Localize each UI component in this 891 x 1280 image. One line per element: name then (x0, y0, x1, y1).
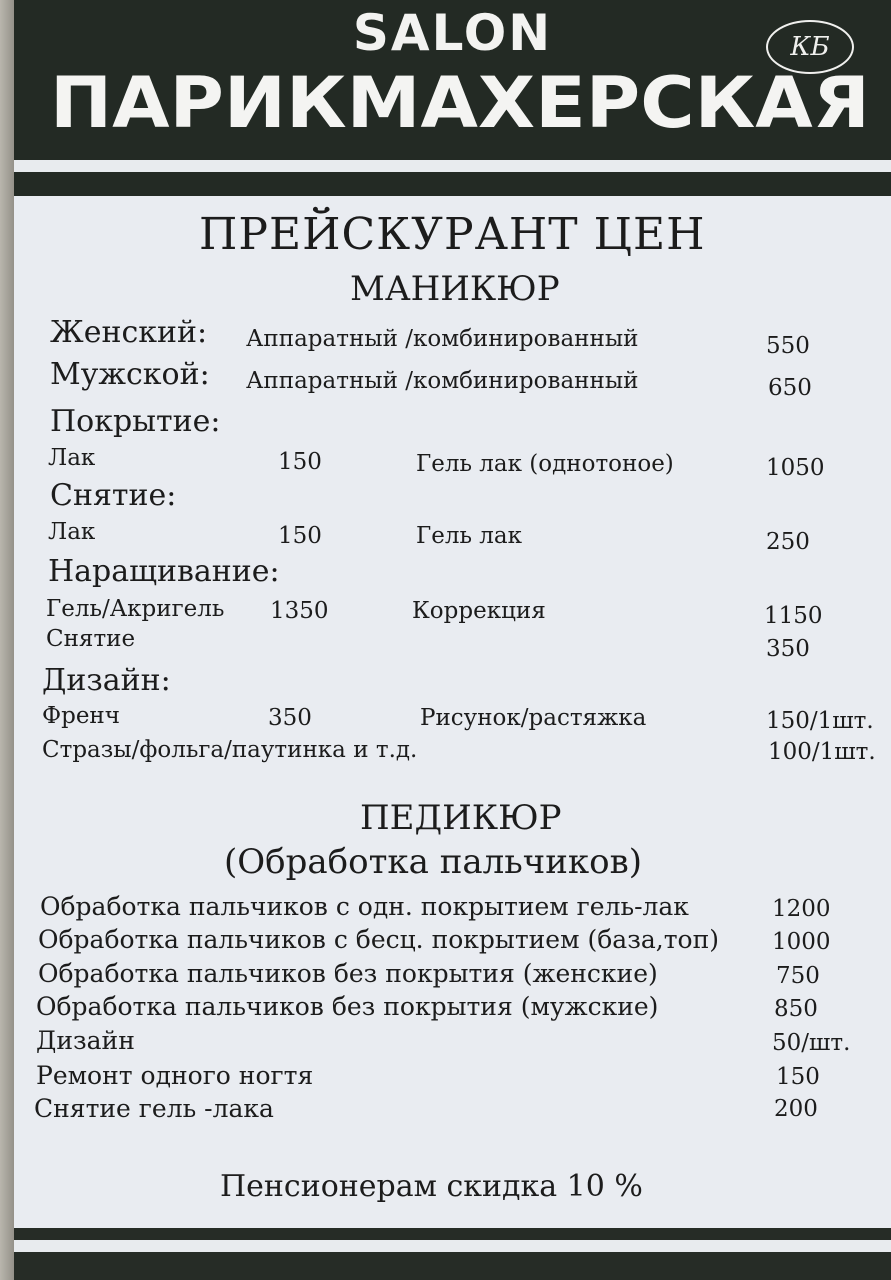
salon-label: SALON (352, 4, 553, 62)
pedicure-item-name: Снятие гель -лака (34, 1094, 274, 1123)
extension-removal-price: 350 (766, 636, 810, 662)
header-band (14, 0, 891, 196)
coating-left-price: 150 (278, 449, 322, 475)
design-right-price: 150/1шт. (766, 708, 874, 734)
pedicure-subtitle: (Обработка пальчиков) (224, 842, 643, 882)
men-label: Мужской: (50, 357, 210, 392)
removal-right-name: Гель лак (416, 523, 522, 549)
extension-right-name: Коррекция (412, 598, 546, 624)
coating-left-name: Лак (48, 445, 96, 471)
salon-title: ПАРИКМАХЕРСКАЯ (50, 62, 870, 144)
design-left-name: Френч (42, 703, 120, 729)
pedicure-item-name: Обработка пальчиков без покрытия (женские) (38, 959, 658, 988)
pedicure-item-price: 1000 (772, 929, 831, 955)
extension-right-price: 1150 (764, 603, 823, 629)
footer-band (14, 1228, 891, 1280)
pedicure-item-name: Дизайн (36, 1026, 135, 1055)
pedicure-item-name: Ремонт одного ногтя (36, 1061, 314, 1090)
design-extra-price: 100/1шт. (768, 739, 876, 765)
removal-right-price: 250 (766, 529, 810, 555)
price-list-sheet (14, 0, 891, 1280)
price-list-title: ПРЕЙСКУРАНТ ЦЕН (199, 209, 706, 260)
women-price: 550 (766, 333, 810, 359)
pedicure-item-price: 750 (776, 963, 820, 989)
salon-logo: КБ (766, 20, 854, 74)
coating-right-price: 1050 (766, 455, 825, 481)
extension-left-name: Гель/Акригель (46, 596, 225, 622)
pedicure-item-price: 200 (774, 1096, 818, 1122)
pedicure-item-name: Обработка пальчиков без покрытия (мужские) (36, 992, 659, 1021)
footer-divider (14, 1240, 891, 1252)
extension-removal-name: Снятие (46, 626, 136, 652)
design-right-name: Рисунок/растяжка (420, 705, 647, 731)
pedicure-item-name: Обработка пальчиков с бесц. покрытием (база,топ) (38, 925, 719, 954)
removal-left-name: Лак (48, 519, 96, 545)
women-desc: Аппаратный /комбинированный (246, 326, 639, 352)
manicure-title: МАНИКЮР (350, 269, 560, 309)
pedicure-item-price: 1200 (772, 896, 831, 922)
pedicure-item-name: Обработка пальчиков с одн. покрытием гель-лак (40, 892, 689, 921)
design-extra-name: Стразы/фольга/паутинка и т.д. (42, 737, 418, 763)
pedicure-item-price: 850 (774, 996, 818, 1022)
men-desc: Аппаратный /комбинированный (246, 368, 639, 394)
men-price: 650 (768, 375, 812, 401)
design-left-price: 350 (268, 705, 312, 731)
pedicure-item-price: 50/шт. (772, 1030, 851, 1056)
pedicure-title: ПЕДИКЮР (360, 798, 562, 838)
removal-left-price: 150 (278, 523, 322, 549)
removal-title: Снятие: (50, 478, 177, 513)
women-label: Женский: (50, 315, 208, 350)
design-title: Дизайн: (42, 663, 171, 698)
pensioner-discount-note: Пенсионерам скидка 10 % (220, 1169, 643, 1204)
pedicure-item-price: 150 (776, 1064, 820, 1090)
extension-left-price: 1350 (270, 598, 329, 624)
coating-title: Покрытие: (50, 404, 221, 439)
extension-title: Наращивание: (48, 554, 280, 589)
coating-right-name: Гель лак (однотоное) (416, 451, 674, 477)
header-divider (14, 160, 891, 172)
